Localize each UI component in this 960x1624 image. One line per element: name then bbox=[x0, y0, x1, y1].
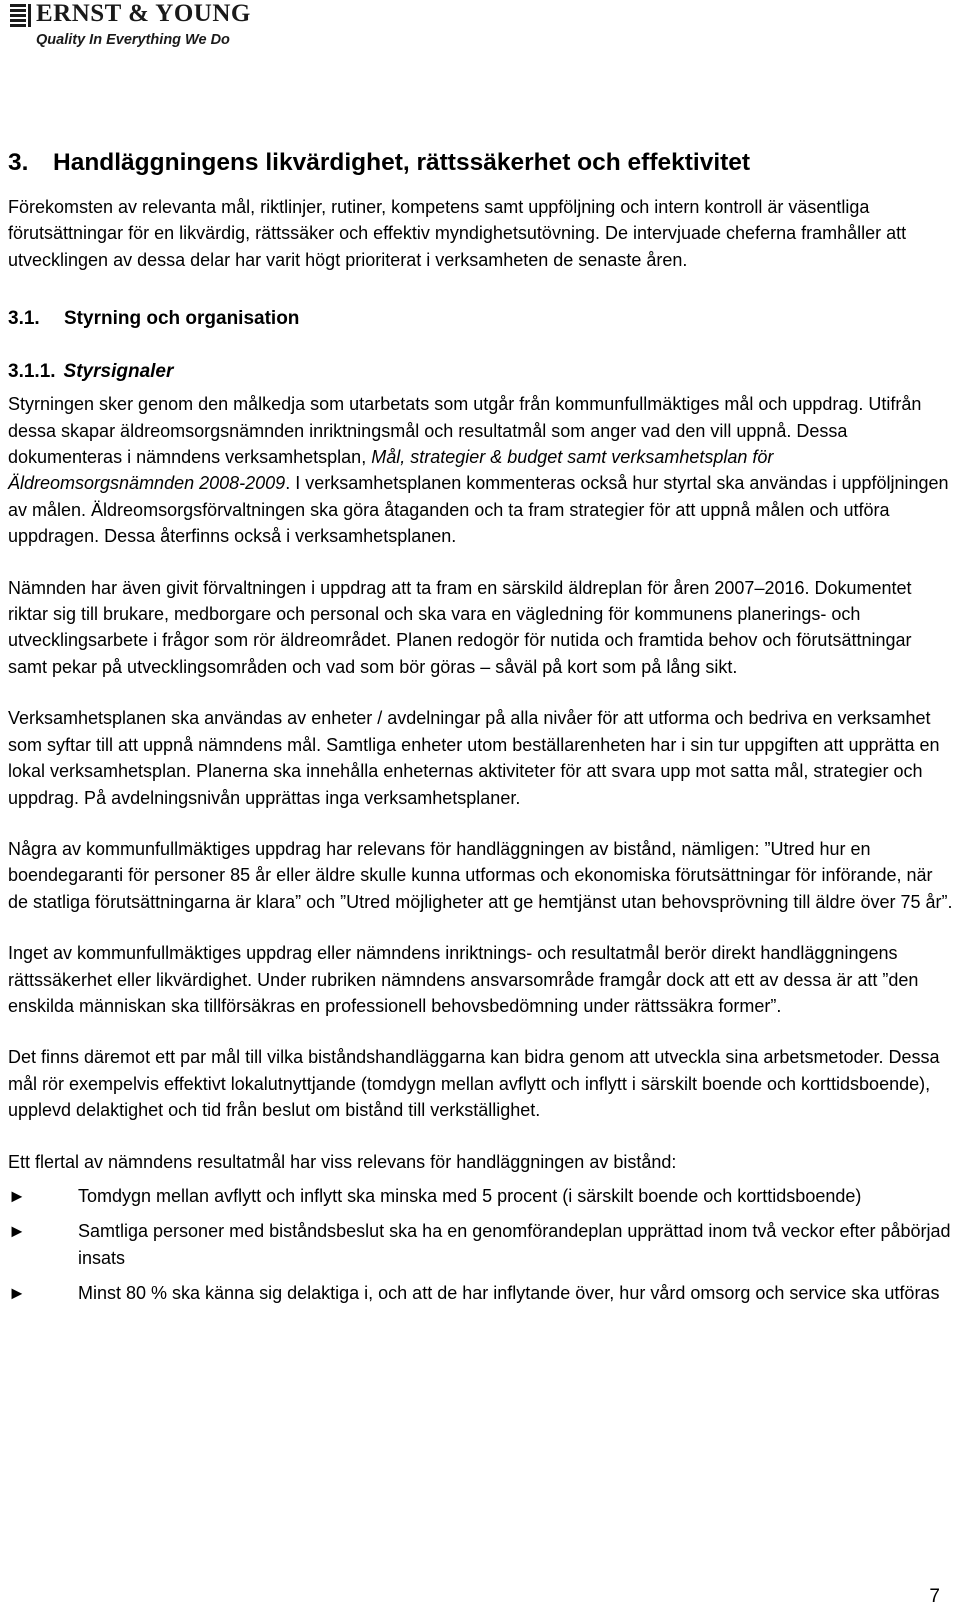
subsubsection-number: 3.1.1. bbox=[8, 361, 56, 383]
subsubsection-title: Styrsignaler bbox=[63, 361, 174, 383]
section-heading bbox=[8, 148, 953, 178]
list-item bbox=[8, 1183, 953, 1209]
list-item-text: Minst 80 % ska känna sig delaktiga i, och att de har inflytande över, hur vård omsorg och service ska utföras bbox=[78, 1283, 940, 1304]
section-title: Handläggningens likvärdighet, rättssäkerhet och effektivitet bbox=[53, 149, 751, 176]
document-body bbox=[8, 148, 953, 1316]
section-intro: Förekomsten av relevanta mål, riktlinjer, rutiner, kompetens samt uppföljning och intern kontroll är väsentliga förutsättningar för en likvärdig, rättssäker och effektiv myndighetsutövning. De intervjuade cheferna framhåller att utvecklingen av dessa delar har varit högt prioriterat i verksamheten de senaste åren. bbox=[8, 197, 907, 270]
logo-row bbox=[8, 0, 268, 28]
bullet-arrow-icon: ► bbox=[8, 1185, 26, 1206]
list-item-text: Samtliga personer med biståndsbeslut ska ha en genomförandeplan upprättad inom två veckor efter påbörjad insats bbox=[78, 1221, 951, 1268]
list-item bbox=[8, 1280, 953, 1306]
page-number: 7 bbox=[929, 1586, 940, 1607]
subsection-number: 3.1. bbox=[8, 308, 40, 330]
subsection-heading bbox=[8, 306, 953, 332]
paragraph-6: Det finns däremot ett par mål till vilka biståndshandläggarna kan bidra genom att utveckla sina arbetsmetoder. Dessa mål rör exempelvis effektivt lokalutnyttjande (tomdygn mellan avflytt och inflytt i särskilt boende och korttidsboende), upplevd delaktighet och tid från beslut om bistånd till verkställighet. bbox=[8, 1047, 940, 1121]
subsection-title: Styrning och organisation bbox=[64, 308, 300, 330]
section-number: 3. bbox=[8, 149, 29, 176]
paragraph-3: Verksamhetsplanen ska användas av enheter / avdelningar på alla nivåer för att utforma och bedriva en verksamhet som syftar till att uppnå nämndens mål. Samtliga enheter utom beställarenheten har i sin tur uppgiften att upprätta en lokal verksamhetsplan. Planerna ska innehålla enheternas aktiviteter för att svara upp mot satta mål, strategier och uppdrag. På avdelningsnivån upprättas inga verksamhetsplaner. bbox=[8, 708, 940, 808]
ey-logo-mark-icon bbox=[8, 2, 32, 28]
logo-tagline: Quality In Everything We Do bbox=[36, 32, 230, 48]
list-item-text: Tomdygn mellan avflytt och inflytt ska minska med 5 procent (i särskilt boende och korttidsboende) bbox=[78, 1185, 862, 1206]
logo-name: ERNST & YOUNG bbox=[36, 0, 251, 27]
subsubsection-heading bbox=[8, 359, 953, 385]
goal-list bbox=[8, 1183, 953, 1307]
ernst-young-logo bbox=[8, 0, 268, 60]
paragraph-4: Några av kommunfullmäktiges uppdrag har relevans för handläggningen av bistånd, nämligen: ”Utred hur en boendegaranti för personer 85 år eller äldre skulle kunna utformas och ekonomiska förutsättningar för införande, när de statliga förutsättningarna är klara” och ”Utred möjligheter att ge hemtjänst utan behovsprövning till äldre över 75 år”. bbox=[8, 838, 953, 912]
paragraph-7: Ett flertal av nämndens resultatmål har viss relevans för handläggningen av bistånd: bbox=[8, 1151, 677, 1172]
paragraph-1-part-b: . I verksamhetsplanen kommenteras också hur styrtal ska användas i uppföljningen av målen. Äldreomsorgsförvaltningen ska göra åtaganden och ta fram strategier för att uppnå målen och utföra uppdragen. Dessa återfinns också i verksamhetsplanen. bbox=[8, 473, 949, 547]
bullet-arrow-icon: ► bbox=[8, 1283, 26, 1304]
paragraph-1 bbox=[8, 391, 953, 549]
bullet-arrow-icon: ► bbox=[8, 1221, 26, 1242]
plan-document-title: Mål, strategier & budget samt verksamhetsplan för Äldreomsorgsnämnden 2008-2009 bbox=[8, 447, 774, 494]
paragraph-5: Inget av kommunfullmäktiges uppdrag eller nämndens inriktnings- och resultatmål berör direkt handläggningens rättssäkerhet eller likvärdighet. Under rubriken nämndens ansvarsområde framgår dock att ett av dessa är att ”den enskilda människan ska tillförsäkras en professionell behovsbedömning under rättssäkra former”. bbox=[8, 943, 919, 1016]
paragraph-2: Nämnden har även givit förvaltningen i uppdrag att ta fram en särskild äldreplan för åren 2007–2016. Dokumentet riktar sig till brukare, medborgare och personal och ska vara en vägledning för kommunens planerings- och utvecklingsarbete i frågor som rör äldreområdet. Planen redogör för nutida och framtida behov och förutsättningar samt pekar på utvecklingsområden och vad som bör göras – såväl på kort som på lång sikt. bbox=[8, 577, 912, 677]
list-item bbox=[8, 1218, 953, 1271]
paragraph-1-part-a: Styrningen sker genom den målkedja som utarbetats som utgår från kommunfullmäktiges mål och uppdrag. Utifrån dessa skapar äldreomsorgsnämnden inriktningsmål och resultatmål som anger vad den vill uppnå. Dessa dokumenteras i nämndens verksamhetsplan, bbox=[8, 394, 922, 468]
